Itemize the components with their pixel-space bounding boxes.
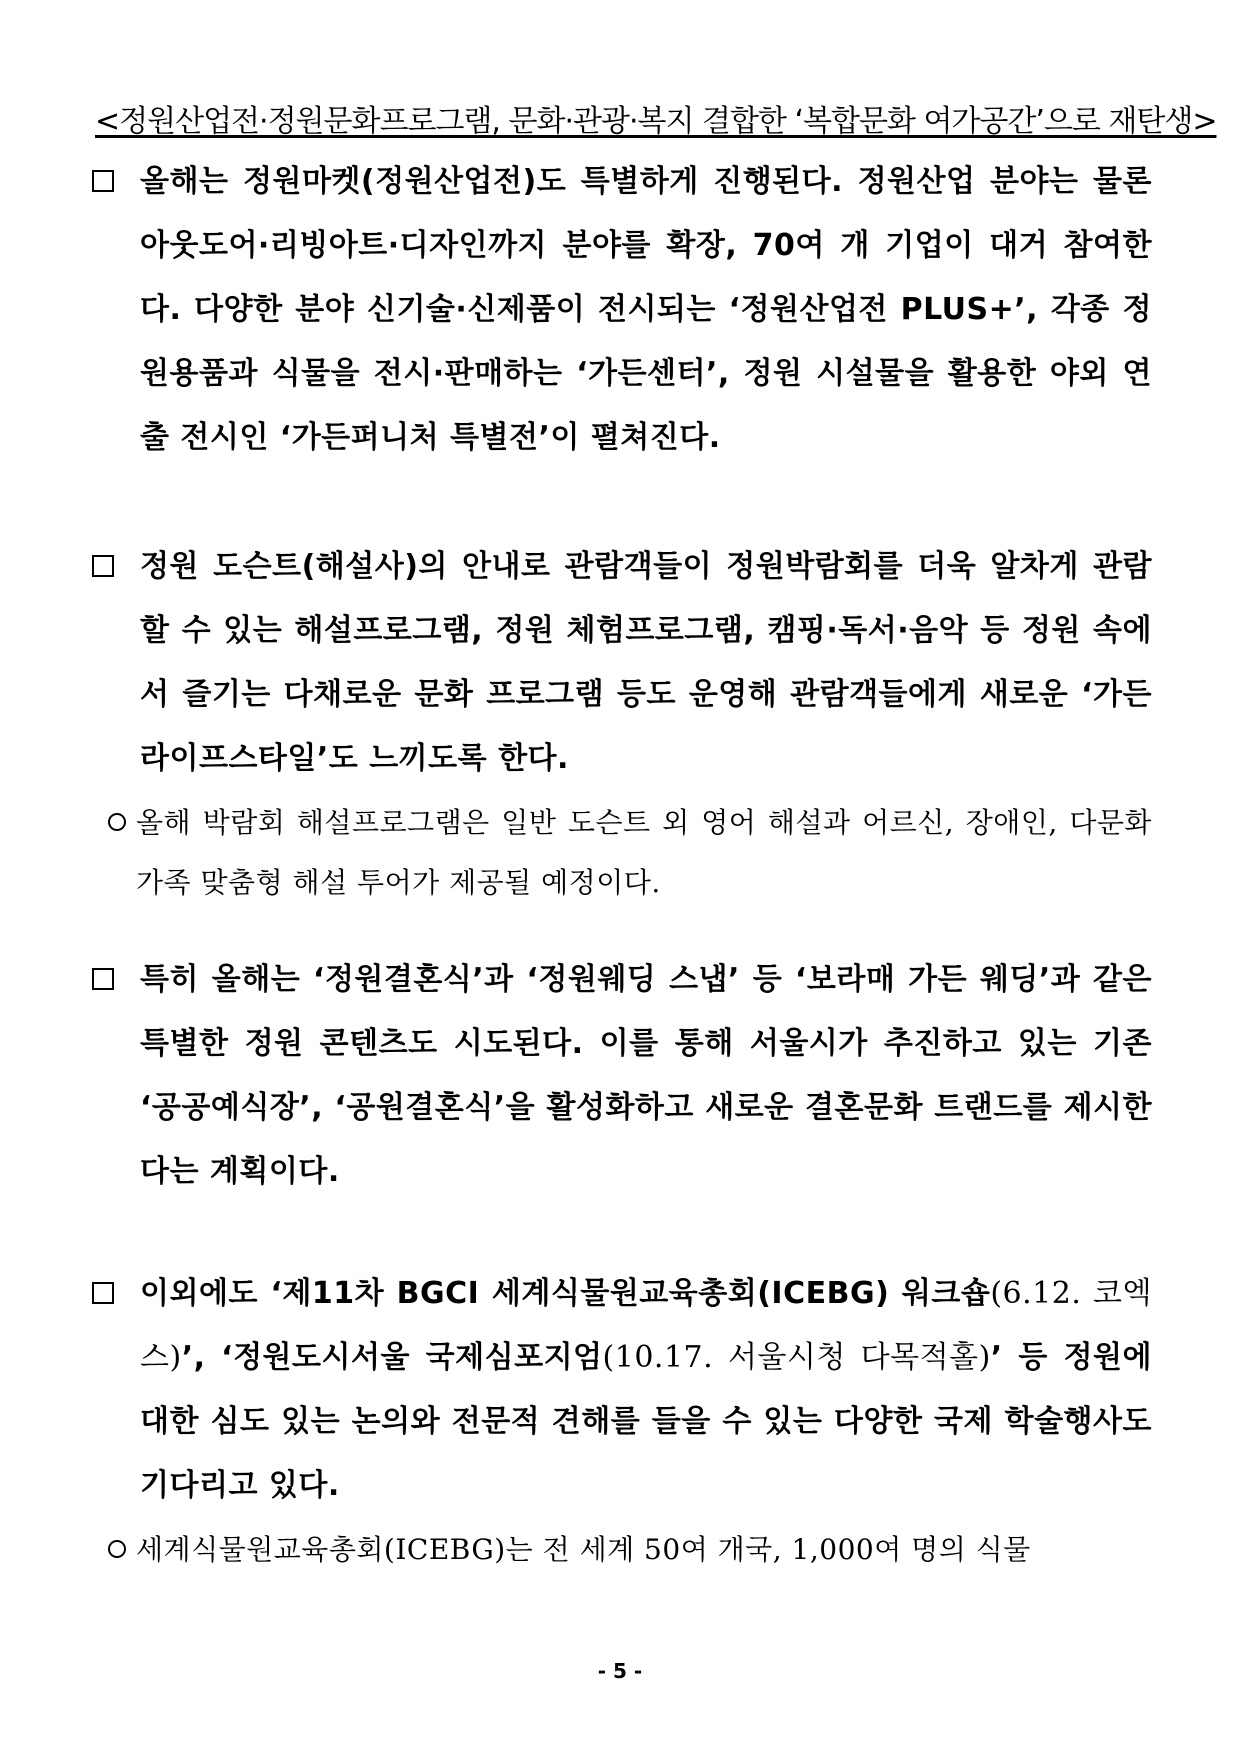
circle-bullet-icon: [108, 813, 126, 831]
square-bullet-icon: [92, 1282, 114, 1304]
bullet-paragraph: [92, 535, 1152, 791]
sub-paragraph-text: 세계식물원교육총회(ICEBG)는 전 세계 50여 개국, 1,000여 명의 식물: [136, 1533, 1031, 1566]
paragraph-text: 올해는 정원마켓(정원산업전)도 특별하게 진행된다. 정원산업 분야는 물론 아웃도어·리빙아트·디자인까지 분야를 확장, 70여 개 기업이 대거 참여한다. 다양한 분야 신기술·신제품이 전시되는 ‘정원산업전 PLUS+’, 각종 정원용품과 식물을 전시·판매하는 ‘가든센터’, 정원 시설물을 활용한 야외 연출 전시인 ‘가든퍼니처 특별전’이 펼쳐진다.: [140, 164, 1152, 455]
bullet-paragraph: [92, 1262, 1152, 1518]
paragraph-date-a: (6.12. 코엑스): [140, 1276, 1152, 1375]
section-heading: <정원산업전·정원문화프로그램, 문화·관광·복지 결합한 ‘복합문화 여가공간’으로 재탄생>: [95, 104, 1217, 139]
paragraph-block: [92, 535, 1152, 913]
paragraph-text-a: 이외에도 ‘제11차 BGCI 세계식물원교육총회(ICEBG) 워크숍: [140, 1276, 991, 1311]
sub-paragraph-text: 올해 박람회 해설프로그램은 일반 도슨트 외 영어 해설과 어르신, 장애인, 다문화가족 맞춤형 해설 투어가 제공될 예정이다.: [136, 806, 1152, 899]
bullet-paragraph: [92, 948, 1152, 1204]
paragraph-text-e: ’ 등 정원에 대한 심도 있는 논의와 전문적 견해를 들을 수 있는 다양한 국제 학술행사도 기다리고 있다.: [140, 1340, 1152, 1503]
paragraph-text-c: ’, ‘정원도시서울 국제심포지엄: [181, 1340, 603, 1375]
paragraph-block: [92, 1262, 1152, 1580]
sub-bullet-paragraph: [92, 793, 1152, 913]
square-bullet-icon: [92, 555, 114, 577]
paragraph-date-b: (10.17. 서울시청 다목적홀): [602, 1340, 991, 1375]
square-bullet-icon: [92, 968, 114, 990]
page-number: - 5 -: [597, 1659, 643, 1683]
bullet-paragraph: [92, 150, 1152, 470]
circle-bullet-icon: [108, 1540, 126, 1558]
paragraph-block: [92, 948, 1152, 1204]
paragraph-text: 정원 도슨트(해설사)의 안내로 관람객들이 정원박람회를 더욱 알차게 관람할 수 있는 해설프로그램, 정원 체험프로그램, 캠핑·독서·음악 등 정원 속에서 즐기는 다채로운 문화 프로그램 등도 운영해 관람객들에게 새로운 ‘가든 라이프스타일’도 느끼도록 한다.: [140, 549, 1152, 776]
sub-bullet-paragraph: [92, 1520, 1152, 1580]
square-bullet-icon: [92, 170, 114, 192]
paragraph-text: 특히 올해는 ‘정원결혼식’과 ‘정원웨딩 스냅’ 등 ‘보라매 가든 웨딩’과 같은 특별한 정원 콘텐츠도 시도된다. 이를 통해 서울시가 추진하고 있는 기존 ‘공공예식장’, ‘공원결혼식’을 활성화하고 새로운 결혼문화 트랜드를 제시한다는 계획이다.: [140, 962, 1152, 1189]
paragraph-block: [92, 150, 1152, 470]
